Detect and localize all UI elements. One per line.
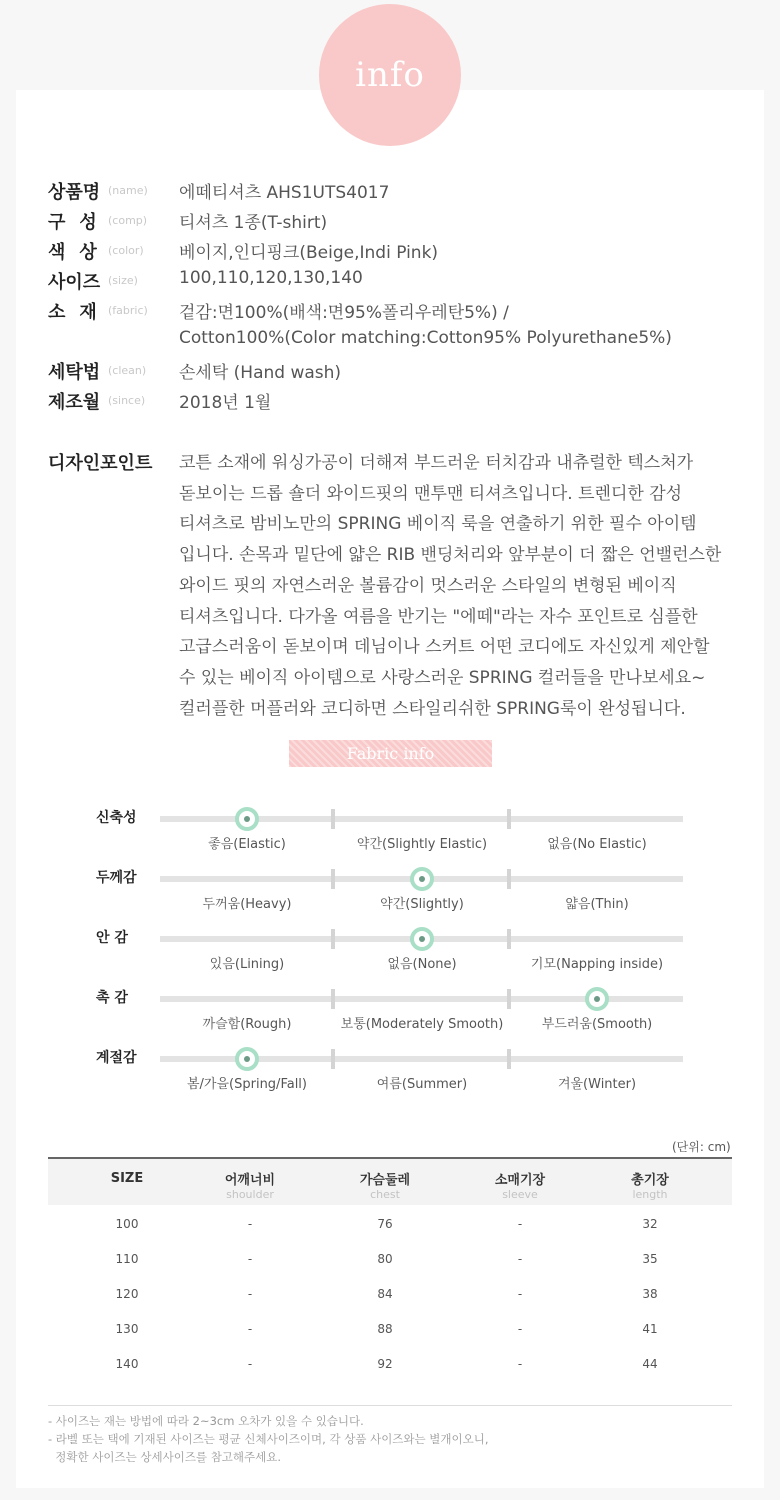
size-cell: 120	[115, 1287, 139, 1301]
fabric-option: 없음(No Elastic)	[547, 837, 647, 852]
size-header-label-en: shoulder	[226, 1188, 274, 1201]
fabric-row-label: 계절감	[96, 1050, 137, 1066]
size-cell: 44	[642, 1357, 658, 1371]
size-table-row	[48, 1287, 732, 1322]
info-label-en: (color)	[108, 244, 144, 257]
info-label: 상품명	[48, 182, 101, 203]
fabric-scale-tick	[507, 929, 511, 949]
info-label: 세탁법	[48, 362, 101, 383]
fabric-scale-tick	[331, 809, 335, 829]
size-header-cell	[455, 1169, 585, 1201]
size-cell: 80	[377, 1252, 393, 1266]
size-header-label-en: length	[632, 1188, 668, 1201]
fabric-option: 보통(Moderately Smooth)	[340, 1017, 504, 1032]
size-cell: 35	[642, 1252, 658, 1266]
info-label: 색상	[48, 242, 111, 263]
fabric-option: 부드러움(Smooth)	[541, 1017, 653, 1032]
size-table-row	[48, 1252, 732, 1287]
size-table-row	[48, 1322, 732, 1357]
size-header-label: 소매기장	[494, 1173, 546, 1188]
size-cell: -	[517, 1322, 523, 1336]
fabric-row	[0, 990, 780, 1036]
size-cell: -	[247, 1357, 253, 1371]
design-point-line: 고급스러움이 돋보이며 데님이나 스커트 어떤 코디에도 자신있게 제안할	[179, 637, 710, 658]
size-header-label: 가슴둘레	[359, 1173, 411, 1188]
fabric-option: 있음(Lining)	[209, 957, 285, 972]
size-cell: 140	[115, 1357, 139, 1371]
design-point-line: 와이드 핏의 자연스러운 볼륨감이 멋스러운 스타일의 변형된 베이직	[179, 575, 677, 596]
fabric-row	[0, 870, 780, 916]
info-label-en: (fabric)	[108, 304, 148, 317]
fabric-row	[0, 810, 780, 856]
fabric-row-label: 촉 감	[96, 990, 128, 1006]
design-point-line: 수 있는 베이직 아이템으로 사랑스러운 SPRING 컬러들을 만나보세요~	[179, 667, 706, 688]
size-cell: -	[517, 1357, 523, 1371]
size-header-cell	[185, 1169, 315, 1201]
size-table-row	[48, 1357, 732, 1392]
fabric-scale-tick	[331, 1049, 335, 1069]
size-cell: -	[247, 1217, 253, 1231]
info-value: 2018년 1월	[179, 393, 272, 413]
design-point-line: 코튼 소재에 워싱가공이 더해져 부드러운 터치감과 내츄럴한 텍스처가	[179, 453, 694, 473]
size-cell: 84	[377, 1287, 393, 1301]
fabric-option: 겨울(Winter)	[557, 1077, 637, 1092]
info-value: 겉감:면100%(배색:면95%폴리우레탄5%) /	[179, 303, 509, 323]
size-cell: -	[517, 1252, 523, 1266]
size-table-row	[48, 1217, 732, 1252]
info-label: 소재	[48, 302, 111, 323]
size-note-line: - 사이즈는 재는 방법에 따라 2~3cm 오차가 있을 수 있습니다.	[48, 1414, 364, 1428]
fabric-selected-marker	[410, 867, 434, 891]
design-point-text	[179, 448, 769, 724]
fabric-scale-tick	[507, 989, 511, 1009]
size-unit: (단위: cm)	[672, 1140, 731, 1154]
info-value: 100,110,120,130,140	[179, 268, 363, 288]
info-label-en: (name)	[108, 184, 148, 197]
size-header-cell	[62, 1171, 192, 1186]
fabric-scale-tick	[507, 1049, 511, 1069]
notes-divider	[48, 1405, 732, 1406]
size-cell: 110	[115, 1252, 139, 1266]
size-cell: 92	[377, 1357, 393, 1371]
fabric-row-label: 신축성	[96, 810, 137, 826]
size-cell: 76	[377, 1217, 393, 1231]
fabric-row	[0, 930, 780, 976]
design-point-line: 돋보이는 드롭 숄더 와이드핏의 맨투맨 티셔츠입니다. 트렌디한 감성	[179, 483, 683, 504]
fabric-scale-tick	[507, 809, 511, 829]
fabric-selected-marker	[235, 1047, 259, 1071]
size-header-cell	[320, 1169, 450, 1201]
size-cell: 41	[642, 1322, 658, 1336]
fabric-info-title: Fabric info	[289, 740, 492, 767]
fabric-scale-tick	[331, 929, 335, 949]
info-label-en: (since)	[108, 394, 146, 407]
fabric-option: 기모(Napping inside)	[530, 957, 664, 972]
info-value: 손세탁 (Hand wash)	[179, 363, 342, 383]
size-cell: 130	[115, 1322, 139, 1336]
size-cell: -	[517, 1217, 523, 1231]
size-header-label-en: sleeve	[502, 1188, 538, 1201]
fabric-option: 여름(Summer)	[376, 1077, 468, 1092]
design-point-line: 티셔츠입니다. 다가올 여름을 반기는 "에떼"라는 자수 포인트로 심플한	[179, 606, 698, 627]
fabric-row	[0, 1050, 780, 1096]
fabric-option: 약간(Slightly Elastic)	[356, 837, 488, 852]
size-cell: -	[247, 1322, 253, 1336]
info-value: 에떼티셔츠 AHS1UTS4017	[179, 183, 390, 203]
size-cell: -	[517, 1287, 523, 1301]
size-header-label: SIZE	[110, 1171, 144, 1186]
size-cell: -	[247, 1252, 253, 1266]
info-value: 티셔츠 1종(T-shirt)	[179, 213, 328, 233]
fabric-selected-marker	[585, 987, 609, 1011]
info-label: 구성	[48, 212, 111, 233]
size-cell: -	[247, 1287, 253, 1301]
fabric-option: 봄/가을(Spring/Fall)	[186, 1077, 307, 1092]
size-header-label: 총기장	[631, 1173, 669, 1188]
info-label: 사이즈	[48, 272, 101, 293]
fabric-selected-marker	[235, 807, 259, 831]
fabric-option: 얇음(Thin)	[565, 897, 629, 912]
design-point-label: 디자인포인트	[48, 453, 153, 474]
design-point-line: 티셔츠로 밤비노만의 SPRING 베이직 룩을 연출하기 위한 필수 아이템	[179, 514, 697, 535]
size-cell: 88	[377, 1322, 393, 1336]
size-note-line: - 라벨 또는 택에 기재된 사이즈는 평균 신체사이즈이며, 각 상품 사이즈와는 별개이오니,	[48, 1432, 489, 1446]
size-notes	[48, 1412, 488, 1466]
fabric-option: 두꺼움(Heavy)	[202, 897, 292, 912]
info-circle-title: info	[319, 4, 461, 146]
design-point-line: 컬러플한 머플러와 코디하면 스타일리쉬한 SPRING룩이 완성됩니다.	[179, 698, 686, 719]
fabric-selected-marker	[410, 927, 434, 951]
size-cell: 38	[642, 1287, 658, 1301]
design-point-line: 입니다. 손목과 밑단에 얇은 RIB 밴딩처리와 앞부분이 더 짧은 언밸런스한	[179, 545, 722, 566]
info-label-en: (clean)	[108, 364, 147, 377]
size-header-label-en: chest	[370, 1188, 400, 1201]
size-table-header	[48, 1157, 732, 1205]
fabric-row-label: 두께감	[96, 870, 137, 886]
info-value: 베이지,인디핑크(Beige,Indi Pink)	[179, 243, 439, 263]
size-cell: 100	[115, 1217, 139, 1231]
fabric-scale-tick	[331, 989, 335, 1009]
size-header-label: 어깨너비	[224, 1173, 276, 1188]
fabric-option: 약간(Slightly)	[380, 897, 464, 912]
info-label-en: (comp)	[108, 214, 148, 227]
size-note-line: 정확한 사이즈는 상세사이즈를 참고해주세요.	[48, 1450, 282, 1464]
fabric-scale-tick	[331, 869, 335, 889]
size-cell: 32	[642, 1217, 658, 1231]
size-header-cell	[585, 1169, 715, 1201]
info-label: 제조월	[48, 392, 101, 413]
info-value-continued: Cotton100%(Color matching:Cotton95% Polyurethane5%)	[179, 328, 672, 348]
fabric-option: 좋음(Elastic)	[208, 837, 286, 852]
fabric-row-label: 안 감	[96, 930, 128, 946]
fabric-option: 없음(None)	[387, 957, 457, 972]
fabric-option: 까슬함(Rough)	[202, 1017, 292, 1032]
fabric-scale-tick	[507, 869, 511, 889]
info-label-en: (size)	[108, 274, 138, 287]
